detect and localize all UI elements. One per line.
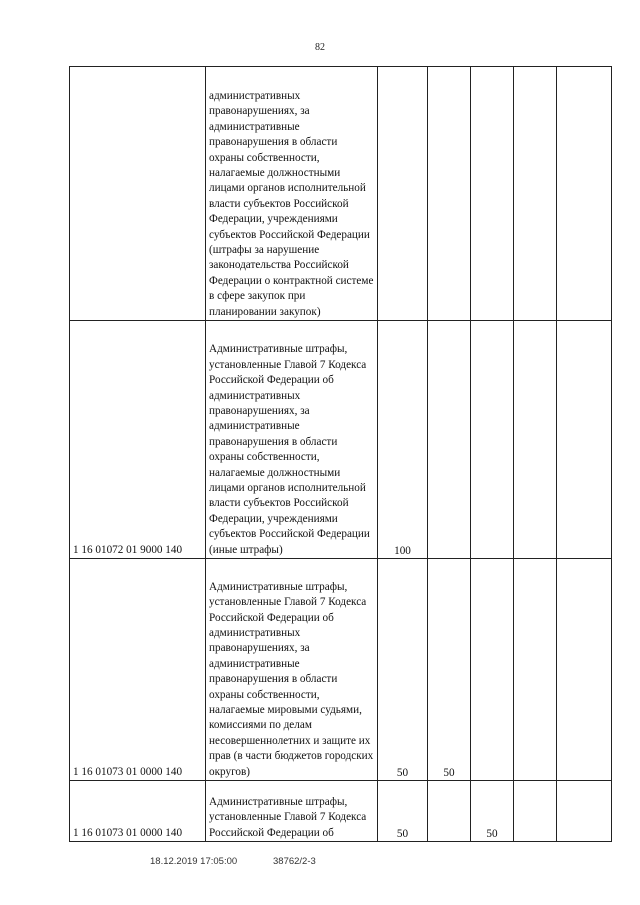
table-row bbox=[70, 67, 612, 321]
row-value-2: 50 bbox=[428, 559, 471, 781]
row-name: Административные штрафы, установленные Главой 7 Кодекса Российской Федерации об административных правонарушениях, за административные правонарушения в области охраны собственности, налагаемые должностными лицами органов исполнительной власти субъектов Российской Федерации, учреждениями субъектов Российской Федерации (иные штрафы) bbox=[206, 321, 378, 559]
budget-table bbox=[69, 66, 612, 842]
row-value-4 bbox=[514, 559, 557, 781]
row-value-4 bbox=[514, 781, 557, 842]
page-number: 82 bbox=[315, 42, 325, 53]
row-value-1 bbox=[378, 67, 428, 321]
row-value-2 bbox=[428, 67, 471, 321]
row-value-3 bbox=[471, 559, 514, 781]
row-value-4 bbox=[514, 67, 557, 321]
row-code: 1 16 01072 01 9000 140 bbox=[70, 321, 206, 559]
table-row bbox=[70, 559, 612, 781]
row-value-5 bbox=[557, 559, 612, 781]
row-value-5 bbox=[557, 321, 612, 559]
row-value-3 bbox=[471, 67, 514, 321]
row-value-3: 50 bbox=[471, 781, 514, 842]
footer-datetime: 18.12.2019 17:05:00 bbox=[150, 856, 238, 867]
footer-doc-id: 38762/2-3 bbox=[273, 856, 316, 867]
table-row bbox=[70, 321, 612, 559]
row-name: административных правонарушениях, за административные правонарушения в области охраны собственности, налагаемые должностными лицами органов исполнительной власти субъектов Российской Федерации, учреждениями субъектов Российской Федерации (штрафы за нарушение законодательства Российской Федерации о контрактной системе в сфере закупок при планировании закупок) bbox=[206, 67, 378, 321]
row-name: Административные штрафы, установленные Главой 7 Кодекса Российской Федерации об административных правонарушениях, за административные правонарушения в области охраны собственности, налагаемые мировыми судьями, комиссиями по делам несовершеннолетних и защите их прав (в части бюджетов городских округов) bbox=[206, 559, 378, 781]
row-value-1: 50 bbox=[378, 781, 428, 842]
row-value-1: 100 bbox=[378, 321, 428, 559]
row-value-2 bbox=[428, 781, 471, 842]
row-code bbox=[70, 67, 206, 321]
row-name: Административные штрафы, установленные Главой 7 Кодекса Российской Федерации об bbox=[206, 781, 378, 842]
row-value-5 bbox=[557, 67, 612, 321]
row-value-5 bbox=[557, 781, 612, 842]
row-value-3 bbox=[471, 321, 514, 559]
table-row bbox=[70, 781, 612, 842]
row-code: 1 16 01073 01 0000 140 bbox=[70, 781, 206, 842]
row-value-2 bbox=[428, 321, 471, 559]
row-value-1: 50 bbox=[378, 559, 428, 781]
row-code: 1 16 01073 01 0000 140 bbox=[70, 559, 206, 781]
row-value-4 bbox=[514, 321, 557, 559]
